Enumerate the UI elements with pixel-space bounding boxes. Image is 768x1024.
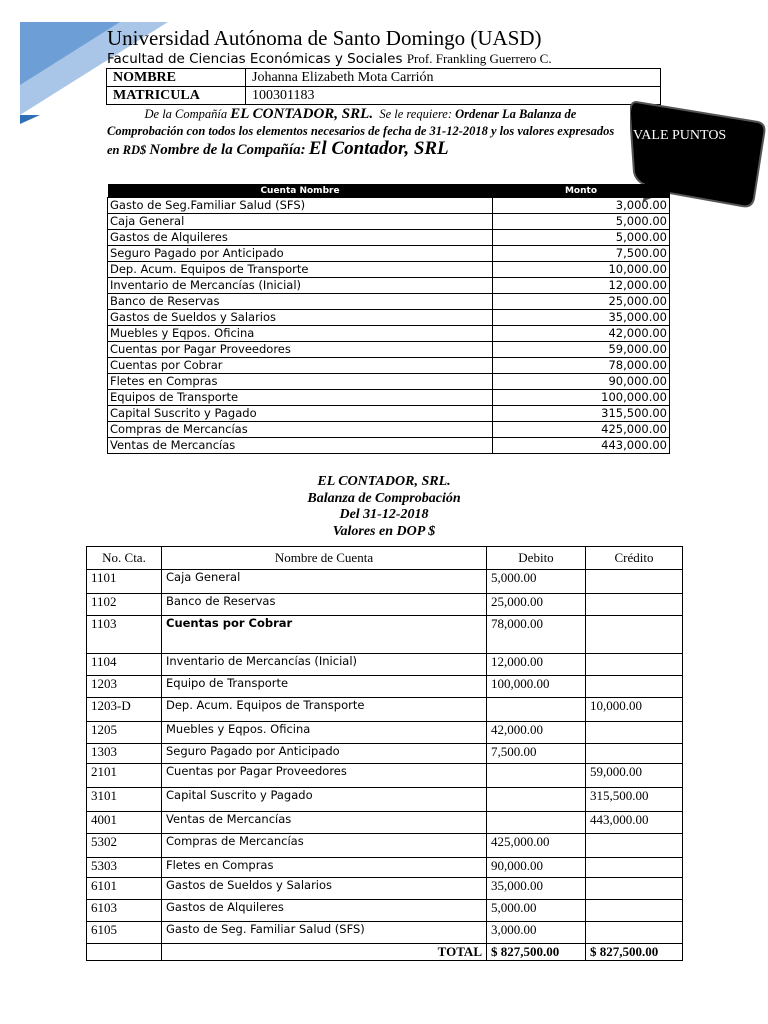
total-row: [87, 944, 683, 961]
account-name: Banco de Reservas: [108, 294, 493, 310]
credit-amount: [586, 676, 683, 698]
name-label: NOMBRE: [107, 69, 246, 87]
balance-row: [87, 764, 683, 788]
company-label: Nombre de la Compañía:: [149, 142, 306, 158]
account-name: Compras de Mercancías: [162, 834, 487, 858]
debit-amount: 35,000.00: [487, 878, 586, 900]
credit-amount: 59,000.00: [586, 764, 683, 788]
account-row: [108, 358, 670, 374]
balance-row: [87, 878, 683, 900]
account-name: Dep. Acum. Equipos de Transporte: [162, 698, 487, 722]
account-name: Caja General: [162, 570, 487, 594]
intro-task: Ordenar La Balanza de Comprobación con todos los elementos necesarios de fecha de 31-12-2018 y los valores expresados en RD$: [107, 107, 615, 157]
total-credit: $ 827,500.00: [586, 944, 683, 961]
account-name: Fletes en Compras: [162, 858, 487, 878]
account-number: 1101: [87, 570, 162, 594]
credit-amount: [586, 722, 683, 744]
credit-amount: [586, 834, 683, 858]
balance-date: Del 31-12-2018: [339, 507, 429, 522]
account-amount: 78,000.00: [493, 358, 670, 374]
intro-company: EL CONTADOR, SRL.: [230, 106, 374, 122]
account-name: Banco de Reservas: [162, 594, 487, 616]
badge-text: VALE PUNTOS: [633, 128, 727, 143]
balance-row: [87, 922, 683, 944]
account-name: Cuentas por Cobrar: [108, 358, 493, 374]
balance-row: [87, 676, 683, 698]
account-name: Gastos de Sueldos y Salarios: [162, 878, 487, 900]
account-name: Gasto de Seg. Familiar Salud (SFS): [162, 922, 487, 944]
credit-amount: 443,000.00: [586, 812, 683, 834]
balance-row: [87, 594, 683, 616]
balance-row: [87, 858, 683, 878]
balance-row: [87, 722, 683, 744]
account-number: 1205: [87, 722, 162, 744]
account-number: 6101: [87, 878, 162, 900]
account-number: 6103: [87, 900, 162, 922]
account-name: Equipo de Transporte: [162, 676, 487, 698]
faculty-line: [107, 51, 552, 67]
company-name: El Contador, SRL: [308, 138, 449, 159]
credit-amount: [586, 654, 683, 676]
account-number: 6105: [87, 922, 162, 944]
account-row: [108, 342, 670, 358]
total-debit: $ 827,500.00: [487, 944, 586, 961]
faculty-name: Facultad de Ciencias Económicas y Sociales: [107, 51, 403, 67]
account-number: 5302: [87, 834, 162, 858]
account-name: Cuentas por Pagar Proveedores: [162, 764, 487, 788]
account-number: 4001: [87, 812, 162, 834]
balance-header-row: [87, 547, 683, 570]
account-row: [108, 278, 670, 294]
account-amount: 12,000.00: [493, 278, 670, 294]
account-name: Inventario de Mercancías (Inicial): [108, 278, 493, 294]
account-name: Capital Suscrito y Pagado: [108, 406, 493, 422]
account-amount: 5,000.00: [493, 230, 670, 246]
account-name: Gasto de Seg.Familiar Salud (SFS): [108, 198, 493, 214]
total-empty-cell: [87, 944, 162, 961]
total-label: TOTAL: [162, 944, 487, 961]
account-name: Seguro Pagado por Anticipado: [108, 246, 493, 262]
account-name: Ventas de Mercancías: [162, 812, 487, 834]
account-name: Gastos de Sueldos y Salarios: [108, 310, 493, 326]
balance-row: [87, 654, 683, 676]
account-amount: 100,000.00: [493, 390, 670, 406]
account-amount: 315,500.00: [493, 406, 670, 422]
balance-row: [87, 900, 683, 922]
account-amount: 5,000.00: [493, 214, 670, 230]
student-name-row: [107, 69, 661, 87]
account-name: Caja General: [108, 214, 493, 230]
account-name: Cuentas por Cobrar: [162, 616, 487, 654]
balance-row: [87, 570, 683, 594]
account-amount: 10,000.00: [493, 262, 670, 278]
account-number: 1303: [87, 744, 162, 764]
debit-amount: 78,000.00: [487, 616, 586, 654]
credit-amount: [586, 594, 683, 616]
balance-row: [87, 744, 683, 764]
account-amount: 90,000.00: [493, 374, 670, 390]
balance-row: [87, 616, 683, 654]
account-row: [108, 374, 670, 390]
debit-amount: 90,000.00: [487, 858, 586, 878]
account-number: 1104: [87, 654, 162, 676]
account-number: 1203: [87, 676, 162, 698]
account-name: Gastos de Alquileres: [162, 900, 487, 922]
debit-amount: 12,000.00: [487, 654, 586, 676]
balance-company: EL CONTADOR, SRL.: [317, 474, 451, 489]
university-title: Universidad Autónoma de Santo Domingo (UASD): [107, 26, 542, 50]
debit-amount: 25,000.00: [487, 594, 586, 616]
account-number: 2101: [87, 764, 162, 788]
header-monto: Monto: [493, 184, 670, 198]
account-amount: 443,000.00: [493, 438, 670, 454]
account-number: 5303: [87, 858, 162, 878]
account-row: [108, 422, 670, 438]
account-name: Compras de Mercancías: [108, 422, 493, 438]
account-row: [108, 438, 670, 454]
credit-amount: [586, 858, 683, 878]
header-nombre-cuenta: Nombre de Cuenta: [162, 547, 487, 570]
account-name: Muebles y Eqpos. Oficina: [108, 326, 493, 342]
account-name: Capital Suscrito y Pagado: [162, 788, 487, 812]
debit-amount: 3,000.00: [487, 922, 586, 944]
balance-row: [87, 812, 683, 834]
account-name: Equipos de Transporte: [108, 390, 493, 406]
account-name: Dep. Acum. Equipos de Transporte: [108, 262, 493, 278]
intro-p1: De la Compañía: [144, 107, 228, 121]
balance-row: [87, 788, 683, 812]
debit-amount: 7,500.00: [487, 744, 586, 764]
debit-amount: [487, 698, 586, 722]
account-amount: 25,000.00: [493, 294, 670, 310]
student-info-table: [106, 68, 661, 105]
accounts-table: [107, 184, 670, 454]
intro-paragraph: [107, 106, 627, 159]
account-row: [108, 406, 670, 422]
account-row: [108, 294, 670, 310]
account-amount: 35,000.00: [493, 310, 670, 326]
trial-balance-table: [86, 546, 683, 961]
balance-row: [87, 698, 683, 722]
header-no-cta: No. Cta.: [87, 547, 162, 570]
id-value: 100301183: [246, 87, 661, 105]
debit-amount: 42,000.00: [487, 722, 586, 744]
student-id-row: [107, 87, 661, 105]
intro-p2: Se le requiere:: [379, 107, 452, 121]
credit-amount: [586, 922, 683, 944]
professor-name: Prof. Frankling Guerrero C.: [406, 51, 552, 66]
id-label: MATRICULA: [107, 87, 246, 105]
debit-amount: 425,000.00: [487, 834, 586, 858]
accounts-header-row: [108, 184, 670, 198]
account-number: 1203-D: [87, 698, 162, 722]
account-row: [108, 246, 670, 262]
account-row: [108, 214, 670, 230]
account-amount: 42,000.00: [493, 326, 670, 342]
account-row: [108, 230, 670, 246]
balance-heading: [0, 474, 768, 540]
account-name: Gastos de Alquileres: [108, 230, 493, 246]
debit-amount: 5,000.00: [487, 570, 586, 594]
account-name: Ventas de Mercancías: [108, 438, 493, 454]
credit-amount: [586, 570, 683, 594]
debit-amount: 100,000.00: [487, 676, 586, 698]
account-row: [108, 390, 670, 406]
account-row: [108, 326, 670, 342]
debit-amount: 5,000.00: [487, 900, 586, 922]
account-amount: 3,000.00: [493, 198, 670, 214]
account-name: Muebles y Eqpos. Oficina: [162, 722, 487, 744]
credit-amount: 315,500.00: [586, 788, 683, 812]
account-amount: 59,000.00: [493, 342, 670, 358]
debit-amount: [487, 764, 586, 788]
credit-amount: [586, 744, 683, 764]
account-row: [108, 198, 670, 214]
account-row: [108, 310, 670, 326]
account-number: 1103: [87, 616, 162, 654]
debit-amount: [487, 812, 586, 834]
credit-amount: 10,000.00: [586, 698, 683, 722]
balance-currency: Valores en DOP $: [332, 523, 436, 539]
account-name: Inventario de Mercancías (Inicial): [162, 654, 487, 676]
account-amount: 425,000.00: [493, 422, 670, 438]
account-name: Cuentas por Pagar Proveedores: [108, 342, 493, 358]
credit-amount: [586, 616, 683, 654]
name-value: Johanna Elizabeth Mota Carrión: [246, 69, 661, 87]
header-credito: Crédito: [586, 547, 683, 570]
account-name: Seguro Pagado por Anticipado: [162, 744, 487, 764]
header-debito: Debito: [487, 547, 586, 570]
account-amount: 7,500.00: [493, 246, 670, 262]
balance-title: Balanza de Comprobación: [307, 490, 461, 506]
account-name: Fletes en Compras: [108, 374, 493, 390]
balance-row: [87, 834, 683, 858]
header-cuenta-nombre: Cuenta Nombre: [108, 184, 493, 198]
credit-amount: [586, 878, 683, 900]
credit-amount: [586, 900, 683, 922]
account-number: 1102: [87, 594, 162, 616]
account-number: 3101: [87, 788, 162, 812]
account-row: [108, 262, 670, 278]
debit-amount: [487, 788, 586, 812]
